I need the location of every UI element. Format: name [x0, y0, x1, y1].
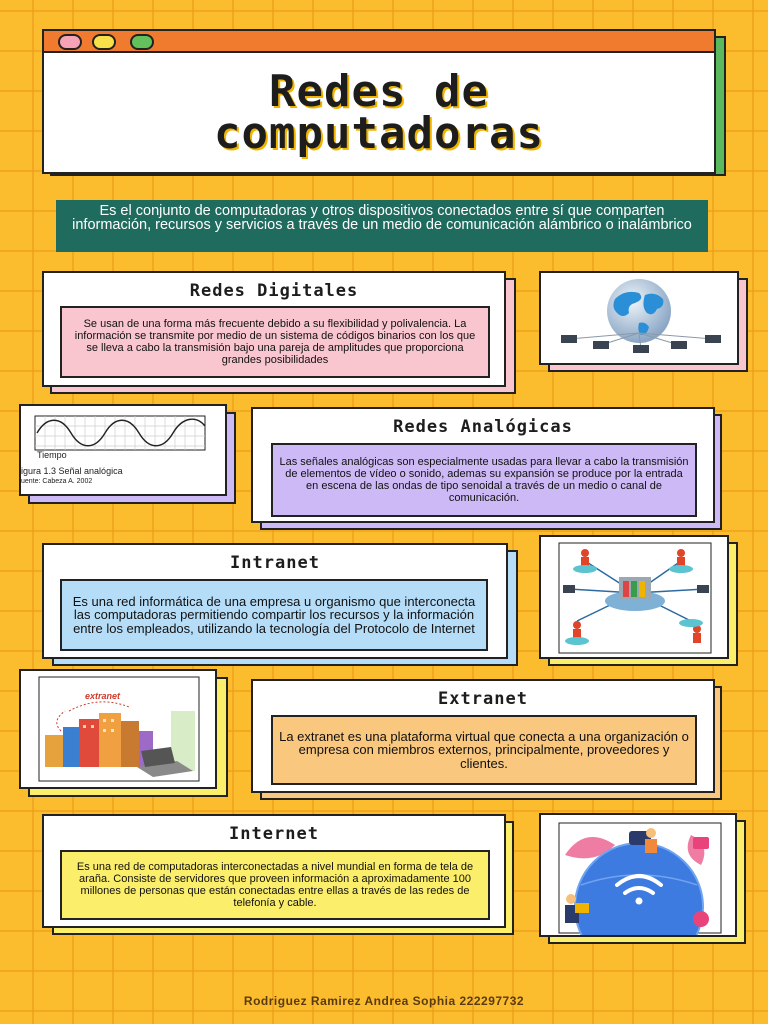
- analog-figure-caption: igura 1.3 Señal analógica: [21, 466, 123, 476]
- page-title: [44, 66, 714, 159]
- extranet-image-card: [19, 669, 217, 789]
- internet-body: Es una red de computadoras interconectadas a nivel mundial en forma de tela de araña. Consiste de servidores que proveen información a aproximadamente 100 millones de personas que están conectadas entre ellas a través de las redes de telefonía y cable.: [60, 850, 490, 920]
- extranet-heading: Extranet: [438, 689, 528, 709]
- intranet-heading: Intranet: [230, 553, 320, 573]
- page-title-line1: Redes de: [269, 66, 489, 117]
- globe-network-icon: [541, 273, 737, 363]
- globe-image-card: [539, 271, 739, 365]
- internet-heading: Internet: [229, 824, 319, 844]
- analogicas-heading: Redes Analógicas: [393, 417, 573, 437]
- internet-wifi-icon: [541, 815, 735, 935]
- window-dot-pink-icon: [58, 34, 82, 50]
- digitales-heading: Redes Digitales: [189, 281, 359, 301]
- intranet-body: Es una red informática de una empresa u organismo que interconecta las computadoras permitiendo compartir los recursos y la información entre los empleados, utilizando la tecnología del Protocolo de Internet: [60, 579, 488, 651]
- title-bar: [44, 31, 714, 53]
- internet-image-card: [539, 813, 737, 937]
- extranet-body: La extranet es una plataforma virtual que conecta a una organización o empresa con miembros externos, principalmente, proveedores y clientes.: [271, 715, 697, 785]
- author-footer: Rodriguez Ramirez Andrea Sophia 222297732: [243, 994, 525, 1008]
- internet-card: [42, 814, 506, 928]
- page-title-line2: computadoras: [214, 108, 544, 159]
- intranet-network-icon: [541, 537, 727, 657]
- analog-image-card: [19, 404, 227, 496]
- window-dot-yellow-icon: [92, 34, 116, 50]
- digitales-card: [42, 271, 506, 387]
- intranet-image-card: [539, 535, 729, 659]
- intro-text: Es el conjunto de computadoras y otros dispositivos conectados entre sí que comparten información, recursos y servicios a través de un medio de comunicación alámbrico o inalámbrico: [56, 200, 708, 252]
- extranet-image-label: extranet: [85, 691, 121, 701]
- analogicas-body: Las señales analógicas son especialmente usadas para llevar a cabo la transmisión de elementos de vídeo o sonido, ademas su expansión se produce por la entrada en escena de las ondas de tipo senoidal a través de un medio o canal de comunicación.: [271, 443, 697, 517]
- window-dot-green-icon: [130, 34, 154, 50]
- analog-figure-source: uente: Cabeza A. 2002: [21, 478, 93, 485]
- extranet-buildings-icon: [21, 671, 215, 787]
- title-window: [42, 29, 716, 174]
- analog-axis-label: Tiempo: [37, 450, 67, 460]
- extranet-card: [251, 679, 715, 793]
- digitales-body: Se usan de una forma más frecuente debido a su flexibilidad y polivalencia. La información se transmite por medio de un sistema de códigos binarios con los que se lleva a cabo la transmisión bajo una pareja de amplitudes que proporciona grandes posibilidades: [60, 306, 490, 378]
- analogicas-card: [251, 407, 715, 523]
- intranet-card: [42, 543, 508, 659]
